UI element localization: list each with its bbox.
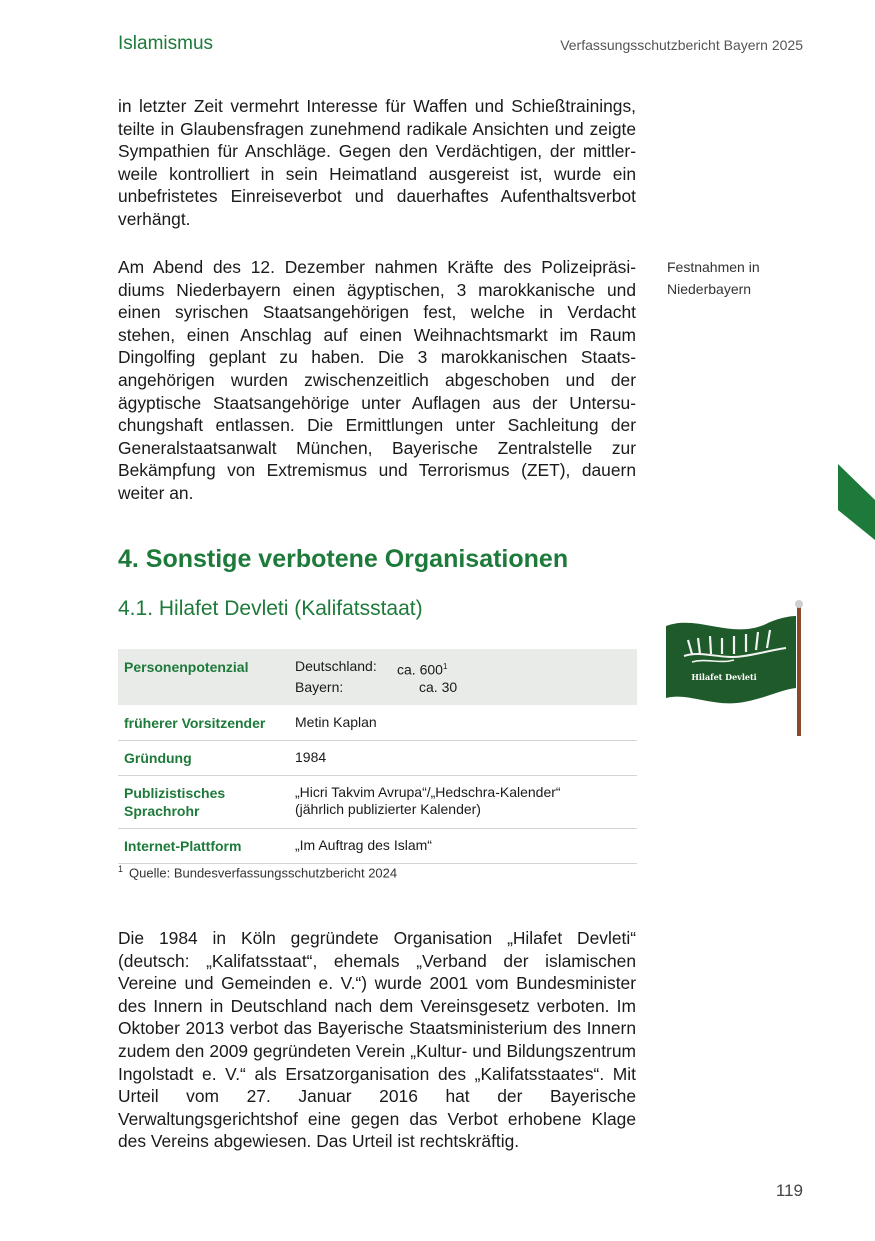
row-label-personenpotenzial: Personenpotenzial	[118, 649, 289, 705]
section-heading: 4.1. Hilafet Devleti (Kalifatsstaat)	[118, 597, 423, 620]
footnote	[118, 864, 397, 880]
page-number: 119	[775, 1181, 803, 1200]
footnote-mark: 1	[118, 864, 124, 874]
row-label-sprachrohr	[118, 775, 289, 828]
body-paragraph-1: in letzter Zeit vermehrt Interesse für Waffen und Schießtrainings, teilte in Glaubensfragen zunehmend radikale Ansichten und zeigte Sympathien für Anschläge. Gegen den Verdächtigen, der mittlerweile kontrolliert in sein Heimatland ausgereist ist, wurde ein unbefristetes Einreiseverbot und dauerhaftes Aufenthaltsverbot verhängt.	[118, 96, 636, 229]
body-paragraph-2: Am Abend des 12. Dezember nahmen Kräfte des Polizeipräsidiums Niederbayern einen ägyptischen, 3 marokkanische und einen syrischen Staatsangehörigen fest, welche in Verdacht stehen, einen Anschlag auf einen Weihnachtsmarkt im Raum Dingolfing geplant zu haben. Die 3 marokkanischen Staatsangehörigen wurden zwischenzeitlich abgeschoben und der ägyptische Staatsangehörige unter Auflagen aus der Untersuchungshaft entlassen. Die Ermittlungen unter Sachleitung der Generalstaatsanwalt München, Bayerische Zentralstelle zur Bekämpfung von Extremismus und Terrorismus (ZET), dauern weiter an.	[118, 257, 636, 503]
personenpotenzial-values	[295, 658, 631, 696]
table-row	[118, 740, 637, 775]
table-row	[118, 649, 637, 705]
sprachrohr-label-line-1: Publizistisches	[124, 784, 226, 801]
row-value-plattform: „Im Auftrag des Islam“	[289, 828, 637, 863]
row-value-personenpotenzial	[289, 649, 637, 705]
section-title: Islamismus	[118, 33, 214, 54]
organisation-info-table	[118, 649, 637, 864]
bavaria-value: ca. 30	[419, 678, 458, 695]
margin-note-line-1: Festnahmen in	[667, 259, 760, 275]
body-paragraph-3: Die 1984 in Köln gegründete Organisation „Hilafet Devleti“ (deutsch: „Kalifatsstaat“, ehemals „Verband der islamischen Vereine und Gemeinden e. V.“) wurde 2001 vom Bundesminister des Innern in Deutschland nach dem Vereinsgesetz verboten. Im Oktober 2013 verbot das Bayerische Staatsministerium des Innern zudem den 2009 gegründeten Verein „Kultur- und Bildungszentrum Ingolstadt e. V.“ als Ersatzorganisation des „Kalifatsstaates“. Mit Urteil vom 27. Januar 2016 hat der Bayerische Verwaltungsgerichtshof eine gegen das Verbot erhobene Klage des Vereins abgewiesen. Das Urteil ist rechtskräftig.	[118, 928, 636, 1152]
table-row	[118, 775, 637, 828]
footnote-text: Quelle: Bundesverfassungsschutzbericht 2024	[129, 865, 398, 881]
flag-caption: Hilafet Devleti	[691, 672, 757, 682]
row-value-gruendung: 1984	[289, 740, 637, 775]
report-title: Verfassungsschutzbericht Bayern 2025	[560, 37, 803, 53]
footnote-ref: 1	[442, 662, 448, 671]
row-label-vorsitzender: früherer Vorsitzender	[118, 705, 289, 740]
row-label-plattform: Internet-Plattform	[118, 828, 289, 863]
germany-label: Deutschland:	[295, 658, 377, 674]
chapter-heading: 4. Sonstige verbotene Organisationen	[118, 545, 569, 573]
row-value-sprachrohr	[289, 775, 637, 828]
row-label-gruendung: Gründung	[118, 740, 289, 775]
table-row	[118, 828, 637, 863]
kalifatsstaat-flag-image	[662, 598, 807, 738]
sprachrohr-value-line-2: (jährlich publizierter Kalender)	[295, 800, 481, 817]
table-row	[118, 705, 637, 740]
bavaria-label: Bayern:	[295, 678, 344, 695]
margin-note-line-2: Niederbayern	[667, 281, 752, 297]
germany-count: ca. 600	[397, 661, 443, 678]
margin-note	[667, 256, 807, 300]
row-value-vorsitzender: Metin Kaplan	[289, 705, 637, 740]
sprachrohr-label-line-2: Sprachrohr	[124, 802, 200, 819]
germany-value	[397, 658, 631, 679]
chapter-tab-marker	[838, 464, 875, 540]
sprachrohr-value-line-1: „Hicri Takvim Avrupa“/„Hedschra-Kalender“	[295, 783, 561, 800]
